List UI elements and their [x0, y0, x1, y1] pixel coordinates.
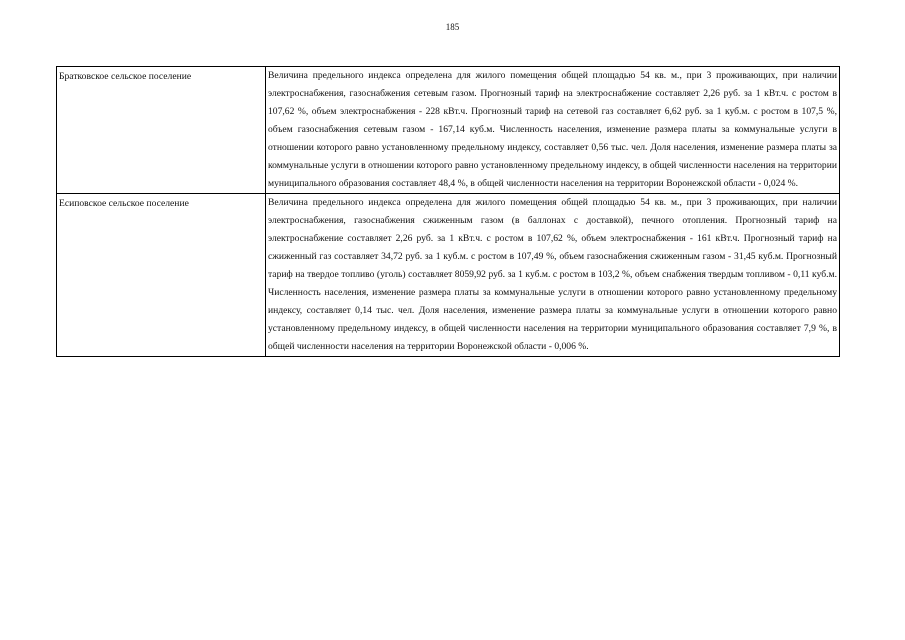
- tariff-index-table: [56, 66, 840, 357]
- table-row: [57, 67, 840, 194]
- settlement-name-cell: Братковское сельское поселение: [57, 67, 266, 194]
- index-description-cell: Величина предельного индекса определена для жилого помещения общей площадью 54 кв. м., при 3 проживающих, при наличии электроснабжения, газоснабжения сжиженным газом (в баллонах с доставкой), печного отопления. Прогнозный тариф на электроснабжение составляет 2,26 руб. за 1 кВт.ч. с ростом в 107,62 %, объем электроснабжения - 161 кВт.ч. Прогнозный тариф на сжиженный газ составляет 34,72 руб. за 1 куб.м. с ростом в 107,49 %, объем газоснабжения сжиженным газом - 31,45 куб.м. Прогнозный тариф на твердое топливо (уголь) составляет 8059,92 руб. за 1 куб.м. с ростом в 103,2 %, объем снабжения твердым топливом - 0,11 куб.м. Численность населения, изменение размера платы за коммунальные услуги в отношении которого равно установленному предельному индексу, составляет 0,14 тыс. чел. Доля населения, изменение размера платы за коммунальные услуги в отношении которого равно установленному предельному индексу, в общей численности населения на территории муниципального образования составляет 7,9 %, в общей численности населения на территории Воронежской области - 0,006 %.: [266, 194, 840, 357]
- page-number: 185: [445, 22, 460, 32]
- table-row: [57, 194, 840, 357]
- settlement-name-cell: Есиповское сельское поселение: [57, 194, 266, 357]
- index-description-cell: Величина предельного индекса определена для жилого помещения общей площадью 54 кв. м., при 3 проживающих, при наличии электроснабжения, газоснабжения сетевым газом. Прогнозный тариф на электроснабжение составляет 2,26 руб. за 1 кВт.ч. с ростом в 107,62 %, объем электроснабжения - 228 кВт.ч. Прогнозный тариф на сетевой газ составляет 6,62 руб. за 1 куб.м. с ростом в 107,5 %, объем газоснабжения сетевым газом - 167,14 куб.м. Численность населения, изменение размера платы за коммунальные услуги в отношении которого равно установленному предельному индексу, составляет 0,56 тыс. чел. Доля населения, изменение размера платы за коммунальные услуги в отношении которого равно установленному предельному индексу, в общей численности населения на территории муниципального образования составляет 48,4 %, в общей численности населения на территории Воронежской области - 0,024 %.: [266, 67, 840, 194]
